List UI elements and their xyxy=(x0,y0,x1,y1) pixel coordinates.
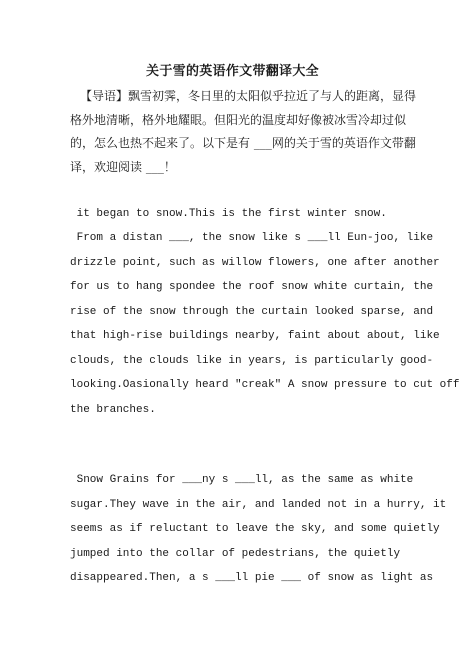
paragraph-line: it began to snow.This is the first winter snow. xyxy=(70,208,387,220)
paragraph-3 xyxy=(70,468,447,591)
paragraph-line: for us to hang spondee the roof snow white curtain, the xyxy=(70,281,434,293)
paragraph-line: rise of the snow through the curtain looked sparse, and xyxy=(70,305,434,318)
paragraph-line: sugar.They wave in the air, and landed not in a hurry, it xyxy=(70,498,447,511)
paragraph-2 xyxy=(70,226,460,422)
paragraph-1 xyxy=(70,202,410,227)
paragraph-line: that high-rise buildings nearby, faint about about, like xyxy=(70,330,440,342)
paragraph-line: clouds, the clouds like in years, is particularly good- xyxy=(70,354,434,367)
document-title: 关于雪的英语作文带翻译大全 xyxy=(146,64,319,79)
paragraph-line: disappeared.Then, a s ___ll pie ___ of snow as light as xyxy=(70,572,434,584)
paragraph-line: Snow Grains for ___ny s ___ll, as the same as white xyxy=(70,474,414,486)
intro-line: 的，怎么也热不起来了。以下是有 ___网的关于雪的英语作文带翻 xyxy=(70,136,416,150)
intro-paragraph xyxy=(70,85,417,179)
intro-line: 格外地清晰，格外地耀眼。但阳光的温度却好像被冰雪冷却过似 xyxy=(70,112,407,127)
paragraph-line: drizzle point, such as willow flowers, one after another xyxy=(70,256,440,269)
intro-line: 译，欢迎阅读 ___！ xyxy=(70,159,176,174)
paragraph-line: looking.Oasionally heard "creak" A snow pressure to cut off xyxy=(70,379,460,391)
paragraph-line: the branches. xyxy=(70,403,156,416)
paragraph-line: From a distan ___, the snow like s ___ll Eun-joo, like xyxy=(70,232,434,244)
intro-line: 【导语】飘雪初霁，冬日里的太阳似乎拉近了与人的距离，显得 xyxy=(80,89,417,103)
paragraph-line: jumped into the collar of pedestrians, the quietly xyxy=(70,547,401,560)
paragraph-line: seems as if reluctant to leave the sky, and some quietly xyxy=(70,523,440,535)
